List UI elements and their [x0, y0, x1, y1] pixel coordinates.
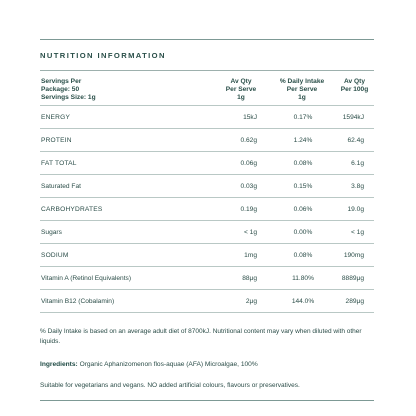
nutrition-title: NUTRITION INFORMATION [40, 51, 166, 60]
nutrient-name: Saturated Fat [41, 182, 81, 190]
daily-intake-footnote: % Daily Intake is based on an average adult diet of 8700kJ. Nutritional content may vary when diluted with other liquids. [40, 328, 362, 345]
per-serve-value: 2μg [245, 297, 257, 305]
daily-intake-header [277, 78, 327, 102]
daily-intake-value: 0.00% [293, 228, 313, 236]
per-serve-value: 0.62g [240, 136, 257, 144]
servings-package-label: Package: 50 [41, 86, 80, 93]
nutrient-name: Vitamin A (Retinol Equivalents) [41, 274, 132, 282]
daily-intake-value: 0.17% [293, 113, 313, 121]
nutrient-name: FAT TOTAL [41, 159, 77, 167]
nutrition-panel [40, 39, 374, 401]
per-100g-value: < 1g [350, 228, 364, 236]
top-rule [40, 39, 374, 40]
daily-intake-value: 0.15% [293, 182, 313, 190]
avqty-serve-header [199, 78, 277, 102]
servings-header [40, 78, 199, 102]
nutrient-name: ENERGY [41, 113, 71, 121]
per-100g-value: 289μg [345, 297, 364, 305]
daily-intake-line3: 1g [298, 94, 306, 101]
per-serve-value: 0.06g [240, 159, 257, 167]
per-100g-value: 6.1g [351, 159, 364, 167]
avqty-100g-line1: Av Qty [343, 78, 365, 85]
nutrition-table [40, 70, 374, 313]
nutrient-name: CARBOHYDRATES [41, 205, 103, 213]
daily-intake-value: 0.06% [293, 205, 313, 213]
avqty-100g-line2: Per 100g [340, 86, 369, 93]
avqty-serve-line3: 1g [237, 94, 245, 101]
table-row [40, 129, 374, 152]
table-row [40, 175, 374, 198]
bottom-rule [40, 400, 374, 401]
ingredients-label: Ingredients: [40, 361, 78, 368]
suitability-statement: Suitable for vegetarians and vegans. NO added artificial colours, flavours or preservatives. [40, 382, 300, 389]
per-serve-value: 1mg [244, 251, 257, 259]
servings-per-label: Servings Per [41, 78, 82, 85]
ingredients-text: Organic Aphanizomenon flos-aquae (AFA) Microalgae, 100% [77, 361, 258, 368]
per-serve-value: 88μg [242, 274, 257, 282]
nutrient-name: PROTEIN [41, 136, 72, 144]
per-serve-value: 0.03g [240, 182, 257, 190]
avqty-serve-line2: Per Serve [225, 86, 257, 93]
daily-intake-value: 0.08% [293, 251, 313, 259]
nutrient-name: Vitamin B12 (Cobalamin) [41, 297, 115, 305]
daily-intake-value: 1.24% [293, 136, 313, 144]
table-row [40, 267, 374, 290]
ingredients-line [40, 361, 374, 368]
daily-intake-value: 144.0% [291, 297, 315, 305]
avqty-serve-line1: Av Qty [230, 78, 252, 85]
per-100g-value: 3.8g [351, 182, 364, 190]
table-row [40, 244, 374, 267]
daily-intake-value: 0.08% [293, 159, 313, 167]
table-row [40, 106, 374, 129]
avqty-100g-header [327, 78, 374, 94]
table-header [40, 70, 374, 106]
table-row [40, 152, 374, 175]
per-serve-value: 0.19g [240, 205, 257, 213]
daily-intake-value: 11.80% [292, 274, 314, 282]
daily-intake-line1: % Daily Intake [279, 78, 325, 85]
serving-size-label: Servings Size: 1g [41, 94, 96, 101]
per-100g-value: 8889μg [341, 274, 364, 282]
per-100g-value: 62.4g [347, 136, 364, 144]
daily-intake-line2: Per Serve [286, 86, 318, 93]
table-row [40, 221, 374, 244]
nutrient-name: Sugars [41, 228, 62, 236]
nutrient-name: SODIUM [41, 251, 69, 259]
per-100g-value: 19.0g [347, 205, 364, 213]
per-100g-value: 190mg [343, 251, 364, 259]
per-serve-value: < 1g [243, 228, 257, 236]
table-row [40, 290, 374, 313]
per-100g-value: 1594kJ [342, 113, 364, 121]
table-row [40, 198, 374, 221]
per-serve-value: 15kJ [243, 113, 257, 121]
